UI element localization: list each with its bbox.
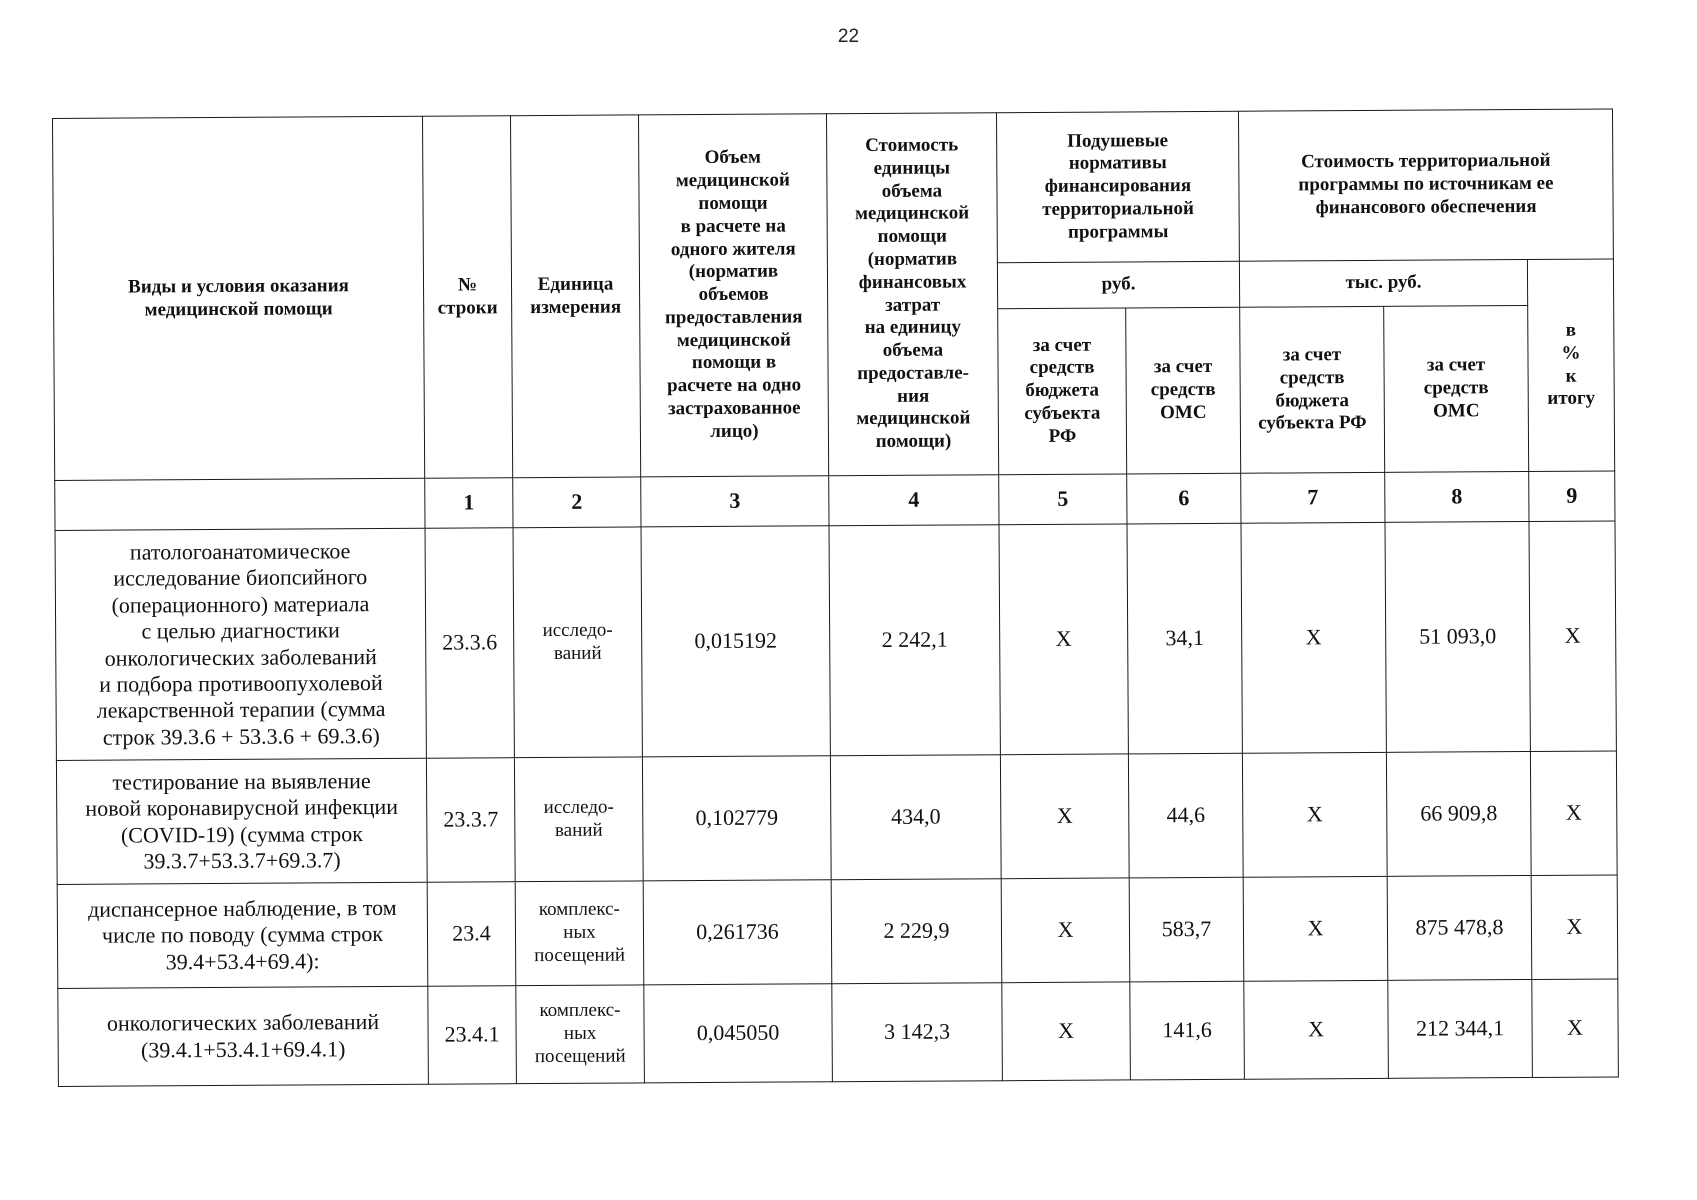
financing-table: [52, 108, 1619, 1087]
row-unit: исследо- ваний: [513, 527, 642, 758]
row-number: 23.3.6: [425, 528, 514, 759]
row-oms-thous: 875 478,8: [1387, 875, 1532, 980]
row-oms-rub: 583,7: [1129, 877, 1244, 982]
table-row: [55, 521, 1616, 761]
row-percent: Х: [1531, 875, 1618, 980]
column-number: 7: [1241, 472, 1385, 523]
header-percent-total: в % к итогу: [1527, 259, 1614, 472]
header-budget-rf-thous: за счет средств бюджета субъекта РФ: [1240, 306, 1385, 473]
row-percent: Х: [1532, 979, 1619, 1078]
column-number-blank: [55, 478, 425, 530]
row-oms-thous: 66 909,8: [1386, 751, 1531, 876]
page-number: 22: [837, 26, 860, 47]
row-volume: 0,015192: [641, 526, 830, 757]
row-budget-rub: Х: [1000, 754, 1129, 879]
header-volume: Объем медицинской помощи в расчете на одного жителя (норматив объемов предоставления медицинской помощи в расчете на одно застрахованное лицо): [638, 114, 828, 477]
row-percent: Х: [1530, 751, 1617, 876]
column-number: 8: [1385, 471, 1529, 522]
row-budget-rub: Х: [1002, 982, 1131, 1081]
row-cost: 434,0: [830, 755, 1001, 880]
row-budget-thous: Х: [1243, 876, 1388, 981]
header-row-no: № строки: [422, 116, 512, 479]
row-unit: комплекс- ных посещений: [515, 881, 644, 986]
header-per-capita: Подушевые нормативы финансирования территориальной программы: [996, 111, 1239, 262]
column-number: 4: [829, 475, 999, 526]
row-budget-thous: Х: [1241, 522, 1386, 753]
row-number: 23.4: [427, 882, 516, 987]
row-number: 23.3.7: [426, 758, 515, 883]
row-cost: 2 242,1: [829, 525, 1000, 756]
header-rub: руб.: [997, 261, 1239, 308]
row-budget-rub: Х: [999, 524, 1128, 755]
row-volume: 0,261736: [643, 880, 832, 985]
header-oms-thous: за счет средств ОМС: [1384, 305, 1529, 472]
row-budget-thous: Х: [1242, 752, 1387, 877]
row-name: онкологических заболеваний (39.4.1+53.4.1+69.4.1): [58, 986, 429, 1086]
row-cost: 2 229,9: [831, 879, 1002, 984]
header-thous-rub: тыс. руб.: [1239, 259, 1527, 307]
row-oms-rub: 34,1: [1127, 523, 1242, 754]
header-oms-rub: за счет средств ОМС: [1126, 307, 1241, 474]
table-row: [57, 875, 1618, 989]
row-percent: Х: [1529, 521, 1616, 752]
header-types-conditions: Виды и условия оказания медицинской помощи: [53, 116, 425, 480]
row-oms-rub: 44,6: [1128, 753, 1243, 878]
row-oms-thous: 212 344,1: [1388, 979, 1533, 1078]
column-number: 6: [1127, 473, 1241, 524]
header-program-cost: Стоимость территориальной программы по источникам ее финансового обеспечения: [1238, 109, 1613, 261]
column-number: 5: [999, 474, 1127, 525]
row-unit: исследо- ваний: [514, 757, 643, 882]
table-row: [56, 751, 1617, 885]
row-name: диспансерное наблюдение, в том числе по поводу (сумма строк 39.4+53.4+69.4):: [57, 882, 428, 988]
column-number: 1: [425, 478, 513, 529]
row-volume: 0,045050: [644, 984, 833, 1083]
row-name: патологоанатомическое исследование биопсийного (операционного) материала с целью диагностики онкологических заболеваний и подбора противоопухолевой лекарственной терапии (сумма строк 39.3.6 + 53.3.6 + 69.3.6): [55, 528, 426, 760]
row-budget-rub: Х: [1001, 878, 1130, 983]
header-row-top: [53, 109, 1614, 269]
row-name: тестирование на выявление новой коронавирусной инфекции (COVID-19) (сумма строк 39.3.7+53.3.7+69.3.7): [56, 758, 427, 884]
column-number: 2: [513, 477, 641, 528]
header-budget-rf-rub: за счет средств бюджета субъекта РФ: [998, 308, 1127, 475]
row-unit: комплекс- ных посещений: [516, 985, 645, 1084]
row-oms-rub: 141,6: [1130, 981, 1245, 1080]
row-oms-thous: 51 093,0: [1385, 521, 1530, 752]
row-cost: 3 142,3: [832, 983, 1003, 1082]
row-volume: 0,102779: [642, 756, 831, 881]
row-budget-thous: Х: [1244, 980, 1389, 1079]
column-number: 3: [641, 476, 829, 527]
header-cost-unit: Стоимость единицы объема медицинской помощи (норматив финансовых затрат на единицу объема предоставле- ния медицинской помощи): [826, 113, 998, 476]
header-unit: Единица измерения: [510, 115, 640, 478]
column-number: 9: [1529, 471, 1615, 522]
row-number: 23.4.1: [428, 986, 517, 1085]
table-row: [58, 979, 1619, 1087]
